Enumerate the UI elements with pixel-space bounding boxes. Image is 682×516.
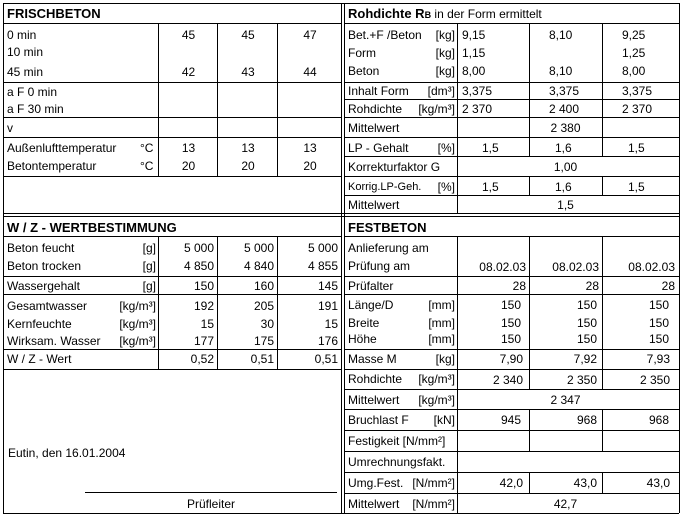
cell-value: 150 [576, 332, 597, 346]
row-label: Anlieferung am [348, 241, 429, 255]
row-label: Bet.+F /Beton [348, 28, 422, 42]
cell-value: 205 [253, 299, 274, 313]
cell-value: 968 [648, 413, 669, 427]
cell-value: 150 [193, 279, 214, 293]
cell-value: 150 [648, 316, 669, 330]
line [344, 137, 679, 138]
row-label: Korrig.LP-Geh. [348, 181, 422, 193]
signature-label: Prüfleiter [186, 497, 236, 511]
row-label: Breite [348, 316, 380, 330]
line [344, 451, 679, 452]
cell-value: 15 [324, 317, 338, 331]
cell-value: 150 [500, 316, 521, 330]
frame-bottom [3, 513, 679, 514]
cell-value: 1,5 [628, 141, 645, 155]
cell-value: 1,5 [557, 198, 574, 212]
row-unit: [kg/m³] [119, 334, 156, 348]
line [344, 99, 679, 100]
row-label: Form [348, 46, 376, 60]
line [602, 472, 603, 493]
line [3, 276, 341, 277]
row-label: Höhe [348, 332, 377, 346]
row-unit: [kg/m³] [119, 299, 156, 313]
cell-value: 8,00 [622, 64, 646, 78]
cell-value: 150 [576, 316, 597, 330]
cell-value: 7,93 [646, 352, 670, 366]
row-unit: [g] [142, 279, 156, 293]
cell-value: 3,375 [462, 84, 493, 98]
cell-value: 28 [585, 279, 599, 293]
center-divider [341, 3, 342, 513]
cell-value: 192 [193, 299, 214, 313]
cell-value: 0,51 [314, 352, 338, 366]
row-label: LP - Gehalt [348, 141, 409, 155]
cell-value: 1,5 [482, 180, 499, 194]
line [344, 195, 679, 196]
row-label: Festigkeit [N/mm²] [348, 434, 446, 448]
line [344, 236, 679, 237]
row-label: Beton feucht [7, 241, 75, 255]
cell-value: 28 [512, 279, 526, 293]
row-label: Masse M [348, 352, 397, 366]
row-unit: [N/mm²] [412, 497, 455, 511]
row-label: a F 0 min [7, 85, 58, 99]
row-label: Beton trocken [7, 259, 82, 273]
row-unit: °C [140, 141, 154, 155]
signature-line [85, 492, 337, 493]
cell-value: 2 350 [639, 373, 670, 387]
cell-value: 2 350 [566, 373, 597, 387]
line [602, 176, 603, 195]
row-unit: [kg] [435, 46, 455, 60]
row-label: Korrekturfaktor G [348, 160, 441, 174]
row-label: 45 min [7, 65, 44, 79]
cell-value: 3,375 [549, 84, 580, 98]
row-label: Mittelwert [348, 121, 400, 135]
line [602, 23, 603, 137]
line [344, 23, 679, 24]
row-label: 10 min [7, 45, 44, 59]
row-unit: [kg/m³] [418, 393, 455, 407]
cell-value: 1,6 [555, 180, 572, 194]
row-label: W / Z - Wert [7, 352, 72, 366]
line [344, 472, 679, 473]
cell-value: 1,6 [555, 141, 572, 155]
row-label: Außenlufttemperatur [7, 141, 117, 155]
row-unit: [mm] [428, 298, 455, 312]
line [529, 236, 530, 389]
cell-value: 9,15 [462, 28, 486, 42]
wz-title: W / Z - WERTBESTIMMUNG [7, 220, 177, 235]
cell-value: 42,7 [553, 497, 578, 511]
row-label: Mittelwert [348, 393, 400, 407]
cell-value: 8,10 [549, 28, 573, 42]
festbeton-title: FESTBETON [348, 220, 427, 235]
frame-right [679, 3, 680, 513]
cell-value: 145 [317, 279, 338, 293]
row-unit: [kg/m³] [418, 102, 455, 116]
row-label: Umg.Fest. [348, 476, 404, 490]
center-divider-2 [344, 3, 345, 513]
row-label: Prüfung am [348, 259, 411, 273]
place-date: Eutin, den 16.01.2004 [8, 446, 126, 460]
row-label: 0 min [7, 28, 37, 42]
cell-value: 8,10 [549, 64, 573, 78]
row-label: Gesamtwasser [7, 299, 88, 313]
line [457, 23, 458, 213]
row-unit: °C [140, 159, 154, 173]
cell-value: 1,5 [628, 180, 645, 194]
row-unit: [kg] [435, 64, 455, 78]
line [529, 409, 530, 451]
cell-value: 160 [253, 279, 274, 293]
line [602, 137, 603, 156]
row-unit: [mm] [428, 316, 455, 330]
line [602, 409, 603, 451]
cell-value: 20 [303, 159, 317, 173]
cell-value: 0,51 [250, 352, 274, 366]
line [3, 236, 341, 237]
cell-value: 176 [317, 334, 338, 348]
line [158, 236, 159, 369]
line [344, 276, 679, 277]
line [3, 82, 341, 83]
line [344, 349, 679, 350]
line [3, 117, 341, 118]
row-unit: [kg] [435, 28, 455, 42]
line [344, 176, 679, 177]
row-label: Mittelwert [348, 497, 400, 511]
cell-value: 1,5 [482, 141, 499, 155]
cell-value: 2 340 [492, 373, 523, 387]
row-label: Beton [348, 64, 380, 78]
line [344, 117, 679, 118]
line [3, 23, 341, 24]
line [3, 137, 341, 138]
row-unit: [g] [142, 241, 156, 255]
cell-value: 1,15 [462, 46, 486, 60]
cell-value: 5 000 [183, 241, 214, 255]
cell-value: 08.02.03 [628, 260, 675, 274]
cell-value: 2 347 [550, 393, 581, 407]
cell-value: 150 [648, 298, 669, 312]
rohdichte-title: Rohdichte RB in der Form ermittelt [348, 6, 542, 21]
cell-value: 191 [317, 299, 338, 313]
cell-value: 20 [181, 159, 196, 173]
line [217, 23, 218, 176]
cell-value: 4 840 [243, 259, 274, 273]
row-unit: [g] [142, 259, 156, 273]
row-label: Inhalt Form [348, 84, 409, 98]
cell-value: 7,90 [499, 352, 523, 366]
row-unit: [N/mm²] [412, 476, 455, 490]
row-unit: [kg] [435, 352, 455, 366]
cell-value: 8,00 [462, 64, 486, 78]
row-label: a F 30 min [7, 102, 64, 116]
cell-value: 42 [181, 65, 196, 79]
cell-value: 45 [241, 28, 255, 42]
line [3, 176, 341, 177]
line [602, 236, 603, 389]
line [344, 409, 679, 410]
cell-value: 175 [253, 334, 274, 348]
line [344, 82, 679, 83]
row-unit: [mm] [428, 332, 455, 346]
row-label: Länge/D [348, 298, 394, 312]
cell-value: 1,25 [622, 46, 646, 60]
line [344, 294, 679, 295]
row-label: Betontemperatur [7, 159, 97, 173]
cell-value: 43 [241, 65, 255, 79]
line [3, 369, 341, 370]
cell-value: 5 000 [243, 241, 274, 255]
line [3, 213, 679, 214]
cell-value: 4 850 [183, 259, 214, 273]
row-label: Umrechnungsfakt. [348, 455, 446, 469]
cell-value: 08.02.03 [479, 260, 526, 274]
row-label: Kernfeuchte [7, 317, 72, 331]
line [158, 23, 159, 176]
line [529, 176, 530, 195]
cell-value: 13 [303, 141, 317, 155]
cell-value: 42,0 [499, 476, 523, 490]
cell-value: 2 370 [622, 102, 653, 116]
row-label: Wirksam. Wasser [7, 334, 101, 348]
cell-value: 0,52 [190, 352, 214, 366]
cell-value: 4 855 [307, 259, 338, 273]
line [3, 294, 341, 295]
cell-value: 43,0 [573, 476, 597, 490]
row-unit: [kg/m³] [418, 372, 455, 386]
cell-value: 945 [500, 413, 521, 427]
cell-value: 2 400 [549, 102, 580, 116]
cell-value: 150 [500, 298, 521, 312]
row-unit: [%] [437, 141, 455, 155]
frame-left [3, 3, 4, 513]
line [217, 236, 218, 369]
line [529, 472, 530, 493]
cell-value: 28 [661, 279, 675, 293]
line [277, 23, 278, 176]
cell-value: 13 [181, 141, 196, 155]
cell-value: 9,25 [622, 28, 646, 42]
cell-value: 3,375 [622, 84, 653, 98]
cell-value: 13 [241, 141, 255, 155]
cell-value: 30 [260, 317, 274, 331]
cell-value: 150 [576, 298, 597, 312]
line [529, 23, 530, 137]
row-unit: [kN] [433, 413, 455, 427]
cell-value: 5 000 [307, 241, 338, 255]
row-label: Prüfalter [348, 279, 394, 293]
row-label: Rohdichte [348, 102, 403, 116]
row-unit: [dm³] [427, 84, 455, 98]
row-label: Mittelwert [348, 198, 400, 212]
cell-value: 2 370 [462, 102, 493, 116]
cell-value: 150 [648, 332, 669, 346]
line [344, 369, 679, 370]
row-label: Rohdichte [348, 372, 403, 386]
row-label: Wassergehalt [7, 279, 80, 293]
line [344, 493, 679, 494]
cell-value: 47 [303, 28, 317, 42]
line [277, 236, 278, 369]
row-label: Bruchlast F [348, 413, 409, 427]
cell-value: 20 [241, 159, 255, 173]
row-unit: [kg/m³] [119, 317, 156, 331]
row-unit: [%] [437, 180, 455, 194]
cell-value: 1,00 [553, 160, 578, 174]
cell-value: 2 380 [550, 121, 581, 135]
frischbeton-title: FRISCHBETON [7, 6, 101, 21]
cell-value: 150 [500, 332, 521, 346]
cell-value: 44 [303, 65, 317, 79]
cell-value: 43,0 [646, 476, 670, 490]
line [457, 236, 458, 513]
row-label: v [7, 121, 13, 135]
cell-value: 7,92 [573, 352, 597, 366]
cell-value: 177 [193, 334, 214, 348]
cell-value: 45 [181, 28, 196, 42]
cell-value: 15 [200, 317, 214, 331]
line [3, 216, 679, 217]
line [529, 137, 530, 156]
line [344, 156, 679, 157]
line [344, 430, 679, 431]
line [3, 349, 341, 350]
line [344, 389, 679, 390]
cell-value: 968 [576, 413, 597, 427]
cell-value: 08.02.03 [552, 260, 599, 274]
